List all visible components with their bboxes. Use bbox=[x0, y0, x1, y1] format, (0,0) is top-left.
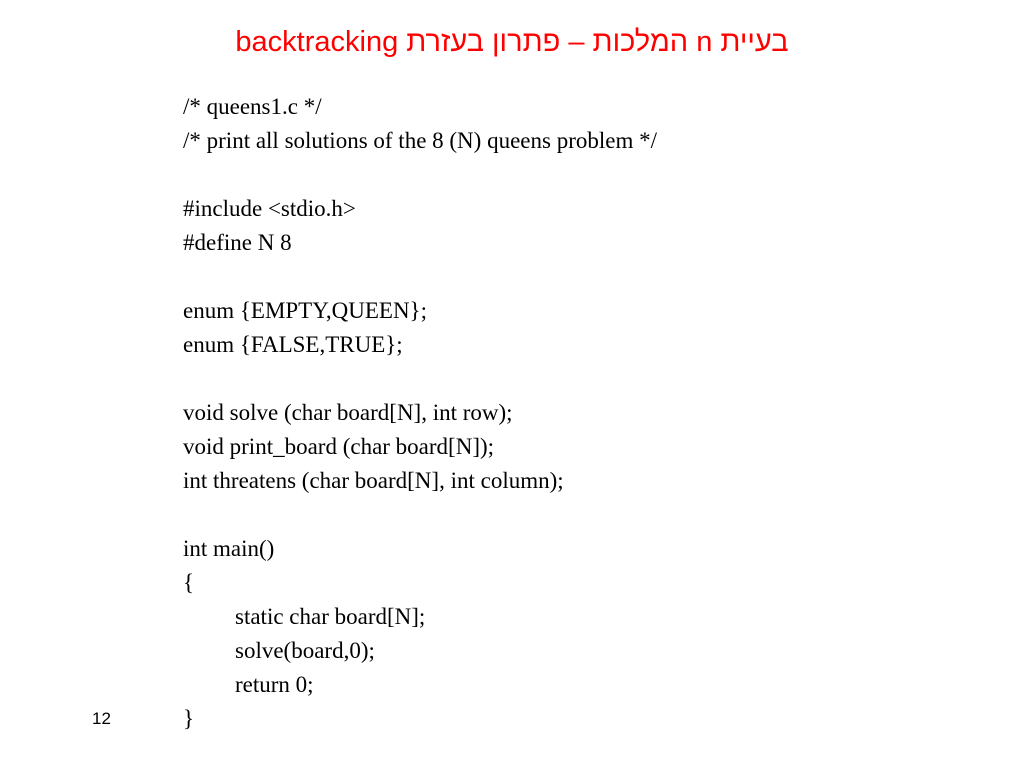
code-line: return 0; bbox=[235, 672, 314, 697]
code-block bbox=[183, 90, 657, 736]
code-line: int threatens (char board[N], int column); bbox=[183, 468, 564, 493]
code-line: solve(board,0); bbox=[235, 638, 375, 663]
code-line: #define N 8 bbox=[183, 230, 292, 255]
code-line: int main() bbox=[183, 536, 275, 561]
code-line: void solve (char board[N], int row); bbox=[183, 400, 513, 425]
code-line bbox=[183, 498, 657, 532]
code-line: enum {FALSE,TRUE}; bbox=[183, 332, 403, 357]
code-line: } bbox=[183, 706, 195, 731]
code-line: #include <stdio.h> bbox=[183, 196, 356, 221]
code-line bbox=[183, 158, 657, 192]
code-line bbox=[183, 260, 657, 294]
code-line: static char board[N]; bbox=[235, 604, 426, 629]
code-line: void print_board (char board[N]); bbox=[183, 434, 495, 459]
code-line bbox=[183, 362, 657, 396]
code-line: /* print all solutions of the 8 (N) queens problem */ bbox=[183, 128, 657, 153]
code-line: /* queens1.c */ bbox=[183, 94, 322, 119]
code-line: { bbox=[183, 570, 195, 595]
code-line: enum {EMPTY,QUEEN}; bbox=[183, 298, 427, 323]
slide-title: בעיית n המלכות – פתרון בעזרת backtracking bbox=[235, 26, 789, 58]
slide-number: 12 bbox=[92, 709, 111, 728]
